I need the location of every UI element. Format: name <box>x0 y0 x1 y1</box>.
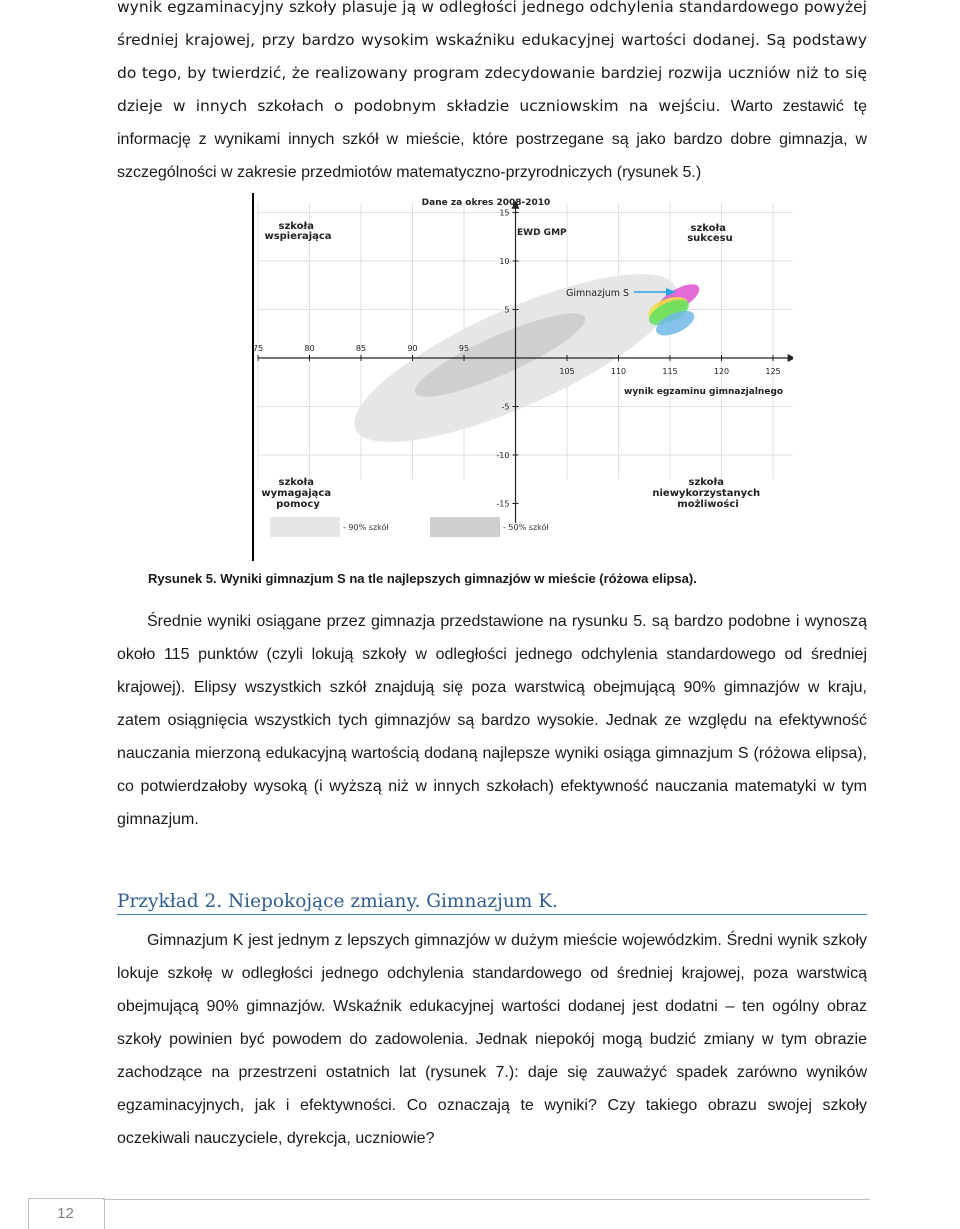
paragraph-intro <box>117 0 867 189</box>
x-tick-label: 105 <box>559 367 575 376</box>
footer-rule <box>103 1199 870 1200</box>
paragraph-intro-text-2: Warto zestawić tę informację z wynikami innych szkół w mieście, które postrzegane są jako bardzo dobre gimnazja, w szczególności w zakresie przedmiotów matematyczno-przyrodniczych (rysunek 5.) <box>117 98 867 181</box>
y-tick-label: 15 <box>499 208 510 218</box>
x-tick-label: 75 <box>252 344 264 353</box>
y-tick-label: 5 <box>504 305 510 315</box>
quadrant-top-right: szkoła sukcesu <box>687 223 733 244</box>
paragraph-analysis: Średnie wyniki osiągane przez gimnazja przedstawione na rysunku 5. są bardzo podobne i wynoszą około 115 punktów (czyli lokują szkoły w odległości jednego odchylenia standardowego od średniej krajowej). Elipsy wszystkich szkół znajdują się poza warstwicą obejmującą 90% gimnazjów w kraju, zatem osiągnięcia wszystkich tych gimnazjów są bardzo wysokie. Jednak ze względu na efektywność nauczania mierzoną edukacyjną wartością dodaną najlepsze wyniki osiąga gimnazjum S (różowa elipsa), co potwierdzałoby wysoką (i wyższą niż w innych szkołach) efektywność nauczania matematyki w tym gimnazjum. <box>117 613 867 828</box>
x-tick-label: 85 <box>355 344 367 353</box>
figure-caption: Rysunek 5. Wyniki gimnazjum S na tle najlepszych gimnazjów w mieście (różowa elipsa). <box>148 571 697 586</box>
x-tick-label: 90 <box>407 344 418 353</box>
paragraph-example-2: Gimnazjum K jest jednym z lepszych gimnazjów w dużym mieście wojewódzkim. Średni wynik szkoły lokuje szkołę w odległości jednego odchylenia standardowego od średniej krajowej, poza warstwicą obejmującą 90% gimnazjów. Wskaźnik edukacyjnej wartości dodanej jest dodatni – ten ogólny obraz szkoły powinien być powodem do zadowolenia. Jednak niepokój mogą budzić zmiany w tym obrazie zachodzące na przestrzeni ostatnich lat (rysunek 7.): daje się zauważyć spadek zarówno wyników egzaminacyjnych, jak i efektywności. Co oznaczają te wyniki? Czy takiego obrazu swojej szkoły oczekiwali nauczyciele, dyrekcja, uczniowie? <box>117 932 867 1147</box>
page-number: 12 <box>57 1205 74 1222</box>
x-tick-label: 125 <box>765 367 781 376</box>
y-tick-label: -15 <box>496 499 510 509</box>
legend-swatch-90 <box>270 517 340 537</box>
pointer-label: Gimnazjum S <box>566 288 630 299</box>
x-axis-label: wynik egzaminu gimnazjalnego <box>624 387 784 397</box>
y-tick-label: -10 <box>496 451 510 460</box>
legend-label-90: - 90% szkół <box>343 523 389 532</box>
x-tick-label: 120 <box>713 367 730 376</box>
y-tick-label: 10 <box>499 257 510 266</box>
y-tick-label: -5 <box>501 402 510 412</box>
x-tick-label: 115 <box>662 367 678 376</box>
quadrant-bottom-left: szkoła wymagająca pomocy <box>261 477 332 510</box>
quadrant-bottom-right: szkoła niewykorzystanych możliwości <box>652 477 761 510</box>
section-heading: Przykład 2. Niepokojące zmiany. Gimnazjum K. <box>117 891 867 915</box>
x-tick-label: 110 <box>610 367 627 376</box>
x-tick-label: 95 <box>458 344 470 353</box>
legend-label-50: - 50% szkół <box>503 523 549 532</box>
quadrant-top-left: szkoła wspierająca <box>264 221 332 242</box>
chart-title: Dane za okres 2008-2010 <box>421 198 551 208</box>
legend-swatch-50 <box>430 517 500 537</box>
figure-5-chart <box>248 193 793 563</box>
paragraph-intro-text-1: wynik egzaminacyjny szkoły plasuje ją w odległości jednego odchylenia standardowego powyżej średniej krajowej, przy bardzo wysokim wskaźniku edukacyjnej wartości dodanej. Są podstawy do tego, by twierdzić, że realizowany program zdecydowanie bardziej rozwija uczniów niż to się dzieje w innych szkołach o podobnym składzie uczniowskim na wejściu. <box>117 0 867 115</box>
x-tick-label: 80 <box>304 344 315 353</box>
y-axis-label: EWD GMP <box>517 228 567 238</box>
